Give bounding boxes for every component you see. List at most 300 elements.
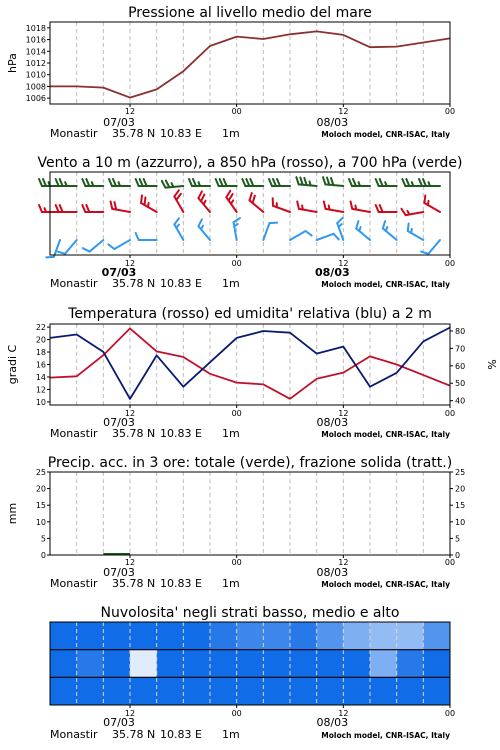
date-label: 07/03: [103, 716, 135, 729]
barb-feather: [250, 193, 252, 200]
wind-barb: [273, 198, 290, 212]
cloud-cell: [77, 650, 104, 678]
barb-feather: [174, 218, 179, 224]
y-tick-label-right: 70: [455, 344, 466, 354]
x-tick-label: 12: [124, 558, 136, 567]
barb-feather: [296, 177, 298, 184]
model-credit: Moloch model, CNR-ISAC, Italy: [321, 130, 450, 139]
wind-barb: [136, 179, 157, 186]
wind-barb: [174, 218, 183, 240]
barb-feather: [242, 179, 245, 186]
barb-feather: [424, 195, 425, 203]
wind-barb: [58, 240, 77, 254]
barb-feather: [198, 191, 201, 198]
cloud-cell: [103, 677, 130, 705]
panel-title: Pressione al livello medio del mare: [128, 5, 372, 21]
barb-half-feather: [176, 225, 179, 228]
wind-barb: [216, 179, 237, 186]
barb-feather: [423, 179, 426, 186]
station-name: Monastir: [50, 127, 98, 140]
y-tick-label: 20: [35, 335, 46, 345]
barb-feather: [144, 179, 147, 186]
y-tick-label: 18: [35, 348, 46, 358]
y-tick-label: 16: [35, 360, 46, 370]
station-lat: 35.78 N: [112, 577, 156, 590]
barb-feather: [86, 179, 89, 186]
barb-feather: [198, 219, 201, 226]
barb-feather: [162, 181, 166, 188]
x-tick-label: 00: [444, 558, 456, 567]
cloud-cell: [157, 677, 184, 705]
barb-feather: [306, 231, 312, 236]
cloud-cell: [210, 677, 237, 705]
barb-feather: [56, 205, 59, 212]
barb-half-feather: [231, 200, 233, 203]
y-tick-label: 14: [35, 372, 46, 382]
panel-1: [6, 5, 455, 140]
wind-barb: [108, 240, 130, 249]
barb-feather: [273, 179, 276, 186]
wind-barb: [269, 179, 290, 186]
barb-feather: [224, 179, 227, 186]
barb-feather: [380, 179, 383, 186]
y-axis-label: mm: [6, 502, 19, 525]
date-label: 07/03: [103, 566, 135, 579]
cloud-cell: [103, 650, 130, 678]
cloud-cell: [343, 677, 370, 705]
x-tick-label: 00: [231, 259, 242, 268]
date-label: 07/03: [103, 116, 135, 129]
barb-half-feather: [119, 182, 121, 186]
y-tick-label: 22: [35, 323, 46, 333]
wind-barb: [317, 234, 339, 240]
model-credit: Moloch model, CNR-ISAC, Italy: [321, 430, 450, 439]
barb-shaft: [263, 223, 269, 240]
station-elev: 1m: [222, 728, 240, 741]
wind-barb: [383, 221, 397, 240]
cloud-cell: [50, 622, 77, 650]
barb-feather: [189, 179, 192, 186]
barb-feather: [82, 205, 85, 212]
y-tick-label-right: 40: [455, 396, 466, 406]
barb-feather: [220, 179, 223, 186]
barb-feather: [380, 205, 383, 212]
barb-feather: [246, 179, 249, 186]
cloud-cell: [397, 650, 424, 678]
barb-feather: [383, 221, 385, 228]
barb-half-feather: [65, 182, 67, 186]
cloud-cell: [370, 650, 397, 678]
barb-feather: [216, 179, 219, 186]
y-tick-label: 1014: [25, 47, 46, 57]
cloud-cell: [317, 677, 344, 705]
barb-half-feather: [386, 227, 387, 231]
wind-barb: [189, 179, 210, 186]
barb-half-feather: [359, 182, 361, 186]
wind-barb: [198, 191, 210, 212]
y-tick-label: 1008: [25, 82, 46, 92]
x-tick-label: 12: [338, 107, 349, 116]
cloud-cell: [183, 677, 210, 705]
x-tick-label: 00: [444, 259, 456, 268]
barb-feather: [226, 191, 230, 197]
barb-feather: [60, 179, 63, 186]
barb-feather: [351, 201, 353, 208]
barb-half-feather: [385, 182, 387, 186]
plot-frame: [50, 472, 450, 555]
x-tick-label: 12: [338, 558, 349, 567]
station-lon: 10.83 E: [160, 127, 202, 140]
wind-barb: [376, 179, 397, 186]
y-tick-label: 15: [35, 501, 46, 511]
barb-shaft: [174, 224, 183, 240]
cloud-cell: [397, 622, 424, 650]
wind-barb: [56, 179, 77, 186]
barb-shaft: [290, 231, 306, 240]
y-tick-label: 25: [35, 468, 46, 477]
barb-shaft: [250, 200, 264, 212]
barb-shaft: [383, 228, 397, 240]
wind-barb: [56, 205, 77, 212]
wind-barb: [323, 177, 343, 186]
cloud-cell: [210, 650, 237, 678]
barb-feather: [376, 205, 379, 212]
cloud-cell: [263, 677, 290, 705]
barb-feather: [356, 221, 358, 228]
x-tick-label: 12: [338, 709, 349, 718]
barb-shaft: [198, 226, 210, 240]
x-tick-label: 00: [444, 107, 456, 116]
wind-barb: [419, 179, 440, 186]
y-tick-label: 5: [40, 534, 46, 544]
y-axis-label-right: %: [485, 359, 498, 370]
y-tick-label-right: 25: [455, 468, 466, 477]
cloud-cell: [343, 622, 370, 650]
cloud-cell: [237, 677, 264, 705]
cloud-cell: [103, 622, 130, 650]
barb-feather: [421, 252, 428, 254]
panel-4: [6, 455, 465, 590]
station-lon: 10.83 E: [160, 728, 202, 741]
x-tick-label: 00: [231, 709, 242, 718]
barb-half-feather: [148, 203, 149, 207]
barb-half-feather: [204, 201, 206, 205]
wind-barb: [136, 233, 157, 240]
cloud-cell: [130, 622, 157, 650]
barb-half-feather: [302, 206, 303, 210]
cloud-cell: [290, 622, 317, 650]
barb-feather: [86, 205, 89, 212]
barb-shaft: [90, 240, 104, 252]
barb-feather: [174, 190, 179, 196]
y-axis-label: hPa: [6, 53, 19, 73]
wind-barb: [198, 219, 210, 240]
cloud-cell: [317, 650, 344, 678]
cloud-cell: [130, 650, 157, 678]
barb-half-feather: [339, 224, 342, 227]
y-tick-label: 1006: [25, 94, 46, 104]
wind-barb: [356, 221, 370, 240]
barb-half-feather: [359, 227, 360, 231]
pressure-line: [50, 31, 450, 97]
y-tick-label: 12: [35, 385, 46, 395]
cloud-cell: [397, 677, 424, 705]
x-tick-label: 12: [338, 409, 349, 418]
barb-shaft: [114, 240, 130, 249]
cloud-cell: [263, 622, 290, 650]
y-tick-label-right: 50: [455, 379, 466, 389]
date-label: 07/03: [103, 416, 135, 429]
x-tick-label: 12: [124, 259, 136, 268]
cloud-cell: [237, 622, 264, 650]
x-tick-label: 12: [338, 259, 349, 268]
barb-shaft: [65, 240, 77, 254]
barb-feather: [58, 252, 65, 254]
barb-feather: [406, 179, 409, 186]
wind-barb: [421, 240, 440, 254]
plot-frame: [50, 172, 450, 255]
wind-barb: [83, 240, 104, 252]
y-tick-label-right: 5: [455, 534, 461, 544]
barb-feather: [109, 179, 112, 186]
barb-shaft: [273, 206, 290, 212]
plot-frame: [50, 22, 450, 104]
wind-barb: [408, 223, 424, 240]
date-label: 08/03: [316, 566, 349, 579]
y-tick-label: 1016: [25, 35, 46, 45]
barb-feather: [419, 179, 422, 186]
barb-feather: [337, 218, 343, 223]
date-label: 08/03: [316, 116, 349, 129]
panel-3: [6, 306, 498, 440]
station-name: Monastir: [50, 728, 98, 741]
station-elev: 1m: [222, 277, 240, 290]
panel-5: [50, 605, 455, 741]
barb-feather: [250, 179, 253, 186]
station-name: Monastir: [50, 577, 98, 590]
barb-half-feather: [428, 201, 429, 205]
station-elev: 1m: [222, 427, 240, 440]
cloud-cell: [183, 622, 210, 650]
barb-shaft: [112, 209, 130, 212]
x-tick-label: 12: [124, 409, 136, 418]
barb-feather: [39, 205, 42, 212]
wind-barb: [324, 201, 343, 212]
date-label: 08/03: [316, 716, 349, 729]
barb-shaft: [424, 203, 440, 212]
cloud-cell: [237, 650, 264, 678]
barb-half-feather: [411, 229, 412, 233]
cloud-cell: [50, 650, 77, 678]
y-tick-label: 1012: [25, 59, 46, 68]
x-tick-label: 00: [231, 409, 242, 418]
y-tick-label: 20: [35, 484, 46, 494]
station-elev: 1m: [222, 577, 240, 590]
x-tick-label: 00: [231, 558, 242, 567]
cloud-cell: [77, 677, 104, 705]
barb-half-feather: [45, 208, 47, 212]
cloud-cell: [423, 650, 450, 678]
panel-title: Temperatura (rosso) ed umidita' relativa (blu) a 2 m: [68, 306, 432, 322]
station-lon: 10.83 E: [160, 277, 202, 290]
barb-feather: [376, 179, 379, 186]
station-elev: 1m: [222, 127, 240, 140]
wind-barb: [141, 195, 157, 212]
barb-feather: [402, 179, 405, 186]
cloud-cell: [423, 622, 450, 650]
panels-layer: [6, 5, 498, 741]
x-tick-label: 12: [124, 709, 136, 718]
wind-barb: [263, 223, 277, 240]
barb-half-feather: [310, 182, 311, 186]
y-tick-label: 10: [35, 517, 46, 527]
y-tick-label-right: 80: [455, 326, 466, 336]
barb-feather: [145, 197, 146, 205]
cloud-cell: [210, 622, 237, 650]
barb-feather: [140, 179, 143, 186]
cloud-cell: [77, 622, 104, 650]
wind-barb: [109, 179, 130, 186]
cloud-cell: [370, 677, 397, 705]
station-lon: 10.83 E: [160, 427, 202, 440]
station-name: Monastir: [50, 277, 98, 290]
barb-feather: [141, 195, 142, 203]
panel-2: [37, 155, 462, 290]
barb-feather: [136, 179, 139, 186]
barb-feather: [60, 205, 63, 212]
wind-barb: [82, 205, 103, 212]
barb-feather: [166, 181, 170, 188]
y-tick-label-right: 15: [455, 501, 466, 511]
y-tick-label: 1010: [25, 70, 46, 80]
wind-barb: [296, 177, 316, 186]
barb-feather: [193, 179, 196, 186]
barb-feather: [353, 179, 356, 186]
wind-barb: [162, 181, 184, 188]
wind-barb: [351, 201, 370, 212]
cloud-cell: [370, 622, 397, 650]
barb-feather: [269, 179, 272, 186]
barb-half-feather: [199, 182, 201, 186]
y-tick-label: 0: [40, 551, 46, 560]
y-tick-label-right: 60: [455, 361, 466, 371]
cloud-cell: [50, 677, 77, 705]
barb-half-feather: [201, 226, 203, 230]
station-lon: 10.83 E: [160, 577, 202, 590]
cloud-cell: [290, 650, 317, 678]
barb-shaft: [299, 209, 317, 212]
barb-feather: [108, 244, 114, 249]
cloud-cell: [183, 650, 210, 678]
barb-feather: [324, 201, 326, 208]
barb-shaft: [356, 228, 370, 240]
wind-barb: [297, 201, 316, 212]
y-tick-label-right: 0: [455, 551, 461, 560]
y-tick-label-right: 20: [455, 484, 466, 494]
wind-barb: [111, 201, 130, 212]
cloud-cell: [130, 677, 157, 705]
cloud-cell: [290, 677, 317, 705]
wind-barb: [290, 231, 312, 240]
barb-feather: [82, 179, 85, 186]
date-label: 07/03: [101, 266, 137, 279]
barb-feather: [201, 194, 204, 201]
barb-feather: [297, 201, 299, 208]
barb-feather: [43, 179, 46, 186]
barb-half-feather: [355, 206, 356, 210]
barb-feather: [408, 223, 409, 231]
barb-feather: [83, 248, 90, 251]
y-tick-label-right: 10: [455, 517, 466, 527]
model-credit: Moloch model, CNR-ISAC, Italy: [321, 280, 450, 289]
barb-feather: [253, 196, 255, 203]
barb-half-feather: [412, 182, 414, 186]
barb-feather: [39, 179, 42, 186]
y-axis-label: gradi C: [6, 344, 19, 385]
station-name: Monastir: [50, 427, 98, 440]
barb-feather: [349, 179, 352, 186]
barb-feather: [401, 209, 405, 215]
panel-title: Precip. acc. in 3 ore: totale (verde), frazione solida (tratt.): [47, 455, 453, 471]
barb-shaft: [408, 231, 424, 240]
wind-barb: [349, 179, 370, 186]
cloud-cell: [157, 650, 184, 678]
barb-feather: [176, 194, 181, 200]
station-lat: 35.78 N: [112, 127, 156, 140]
wind-barb: [174, 190, 183, 212]
wind-barb: [226, 191, 236, 212]
barb-half-feather: [429, 182, 431, 186]
model-credit: Moloch model, CNR-ISAC, Italy: [321, 580, 450, 589]
barb-feather: [136, 233, 139, 240]
wind-barb: [376, 205, 397, 212]
panel-title: Vento a 10 m (azzurro), a 850 hPa (rosso), a 700 hPa (verde): [37, 155, 463, 171]
cloud-cell: [263, 650, 290, 678]
barb-shaft: [428, 240, 440, 254]
wind-barb: [337, 218, 343, 240]
cloud-cell: [157, 622, 184, 650]
wind-barb: [82, 179, 103, 186]
wind-barb: [250, 193, 264, 212]
barb-feather: [334, 234, 339, 240]
barb-shaft: [174, 196, 183, 212]
barb-feather: [111, 201, 113, 208]
barb-feather: [323, 177, 325, 184]
barb-shaft: [54, 240, 60, 257]
wind-barb: [401, 209, 423, 215]
date-label: 08/03: [315, 266, 350, 279]
date-label: 08/03: [316, 416, 349, 429]
x-tick-label: 12: [124, 107, 136, 116]
barb-feather: [229, 194, 233, 200]
x-tick-label: 00: [231, 107, 242, 116]
station-lat: 35.78 N: [112, 427, 156, 440]
barb-shaft: [326, 209, 344, 212]
station-lat: 35.78 N: [112, 277, 156, 290]
y-tick-label: 1018: [25, 23, 46, 33]
barb-feather: [277, 179, 280, 186]
barb-feather: [113, 179, 116, 186]
model-credit: Moloch model, CNR-ISAC, Italy: [321, 731, 450, 740]
barb-half-feather: [329, 206, 330, 210]
barb-feather: [56, 179, 59, 186]
x-tick-label: 00: [444, 409, 456, 418]
x-tick-label: 00: [444, 709, 456, 718]
wind-barb: [242, 179, 263, 186]
barb-shaft: [317, 234, 334, 240]
station-lat: 35.78 N: [112, 728, 156, 741]
cloud-cell: [423, 677, 450, 705]
